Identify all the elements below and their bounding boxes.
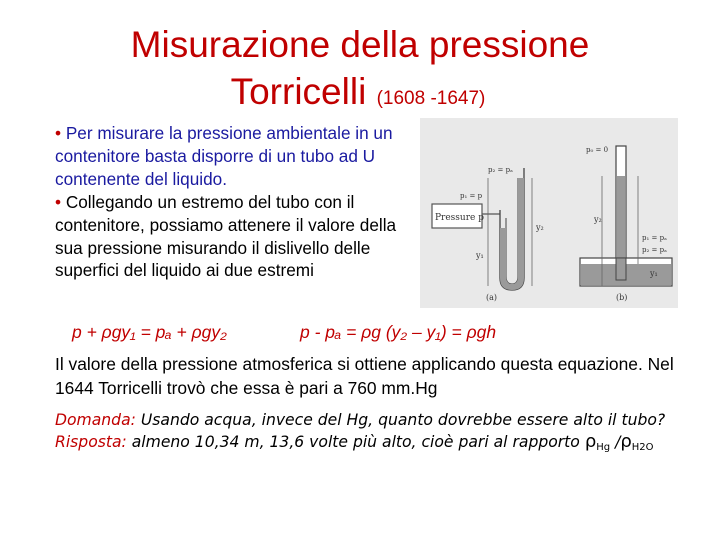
slide-title-line1: Misurazione della pressione: [130, 24, 590, 65]
manometer-diagram: [420, 118, 678, 308]
answer-line: [55, 431, 705, 458]
label-a: (a): [486, 293, 498, 302]
equation-1-text: p + ρgy₁ = pₐ + ρgy₂: [72, 322, 227, 342]
bullet-text: Per misurare la pressione ambientale in un contenitore basta disporre di un tubo ad U contenente del liquido.: [55, 123, 393, 189]
y-label: y₁: [476, 251, 484, 260]
bullet-list: [55, 122, 415, 282]
equation-2-text: p - pₐ = ρg (y₂ – y₁) = ρgh: [300, 322, 497, 342]
liquid-a: [500, 178, 524, 290]
bullet-marker: •: [55, 191, 62, 212]
p-label: p₁ = p: [460, 192, 483, 200]
title-years: (1608 -1647): [376, 88, 486, 109]
bullet-text: Collegando un estremo del tubo con il contenitore, possiamo attenere il valore della sua pressione misurando il dislivello delle superfici del liquido ai due estremi: [55, 191, 397, 281]
explanation-paragraph: Il valore della pressione atmosferica si ottiene applicando questa equazione. Nel 1644 Torricelli trovò che essa è pari a 760 mm.Hg: [55, 354, 674, 398]
bullet-item: [55, 191, 415, 283]
answer-text: almeno 10,34 m, 13,6 volte più alto, cioè pari al rapporto: [131, 433, 580, 451]
equation-2: [300, 322, 496, 343]
title-name: Torricelli: [230, 71, 367, 112]
slide-title-line2: [0, 73, 718, 110]
p-label: p₂ = pₐ: [488, 166, 513, 174]
question-text: Usando acqua, invece del Hg, quanto dovrebbe essere alto il tubo?: [140, 411, 666, 429]
manometer-figure: [420, 118, 678, 308]
answer-label: Risposta:: [55, 433, 127, 451]
p0-label: p₀ = 0: [586, 146, 609, 154]
subscript-h2o: H2O: [631, 442, 654, 453]
y-label: y₂: [536, 223, 544, 232]
y-label: y₂: [594, 215, 602, 224]
pressure-label: Pressure p: [435, 213, 484, 223]
rho-symbol: ρ: [620, 431, 632, 452]
p-label: p₁ = pₐ: [642, 234, 667, 242]
question-label: Domanda:: [55, 411, 136, 429]
ratio-separator: /: [610, 433, 621, 451]
question-line: [55, 410, 705, 431]
p-label: p₂ = pₐ: [642, 246, 667, 254]
rho-symbol: ρ: [584, 431, 597, 452]
bullet-item: [55, 122, 415, 191]
subscript-hg: Hg: [596, 442, 611, 453]
label-b: (b): [616, 293, 628, 302]
bullet-marker: •: [55, 123, 62, 143]
y-label: y₁: [650, 269, 658, 278]
equation-1: [72, 322, 227, 343]
question-answer: [55, 410, 705, 458]
